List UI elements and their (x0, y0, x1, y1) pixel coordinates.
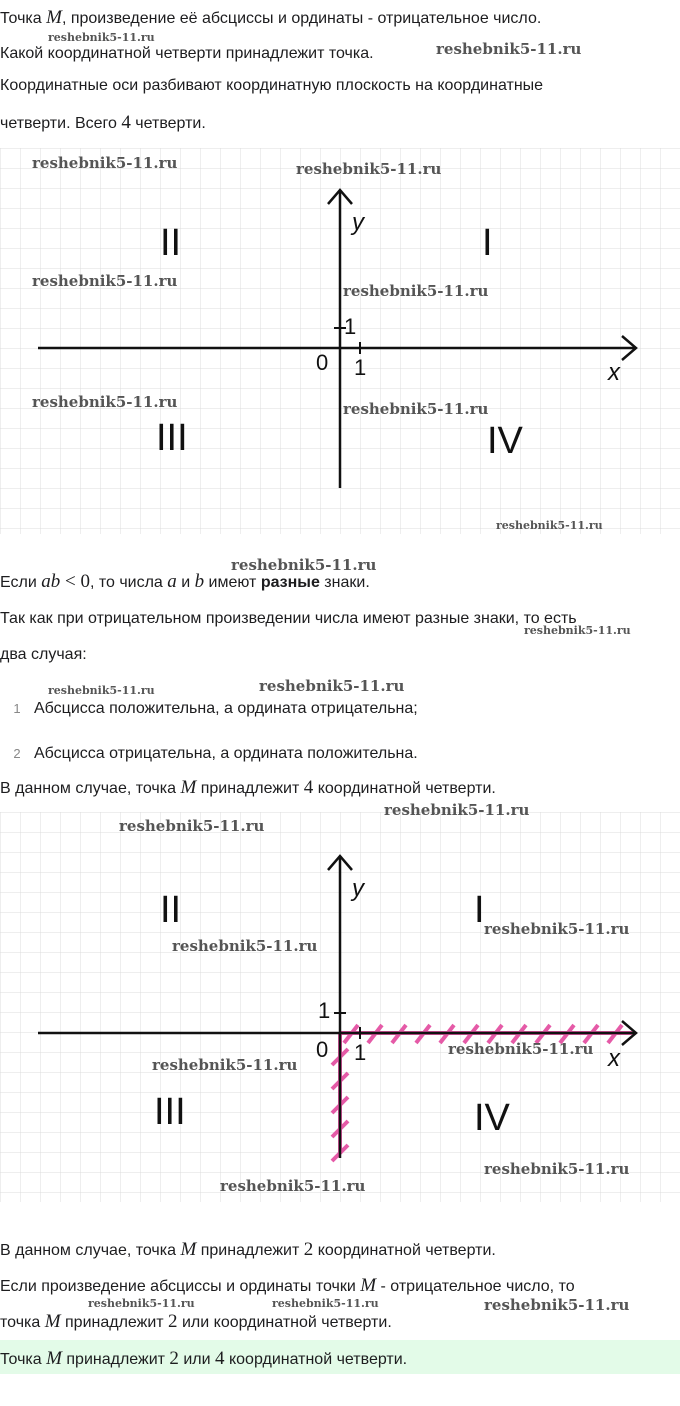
axes-text-line-2: четверти. Всего 4 четверти. (0, 112, 206, 133)
y-unit-label: 1 (318, 998, 331, 1023)
watermark: reshebnik5-11.ru (484, 920, 630, 938)
axes-text-line-1: Координатные оси разбивают координатную плоскость на координатные (0, 77, 544, 94)
watermark: reshebnik5-11.ru (484, 1160, 630, 1178)
watermark: reshebnik5-11.ru (343, 282, 489, 300)
watermark: reshebnik5-11.ru (296, 160, 442, 178)
watermark: reshebnik5-11.ru (272, 1297, 379, 1310)
list-item: 1 Абсцисса положительна, а ордината отрицательна; (0, 700, 418, 718)
watermark: reshebnik5-11.ru (32, 393, 178, 411)
quadrant-1-label: I (474, 889, 485, 931)
origin-label: 0 (316, 1037, 329, 1062)
summary-line-1: Если произведение абсциссы и ординаты точки M - отрицательное число, то (0, 1275, 575, 1296)
watermark: reshebnik5-11.ru (484, 1296, 630, 1314)
watermark: reshebnik5-11.ru (32, 272, 178, 290)
watermark: reshebnik5-11.ru (259, 677, 405, 695)
watermark: reshebnik5-11.ru (88, 1297, 195, 1310)
x-unit-label: 1 (354, 1040, 367, 1065)
origin-label: 0 (316, 350, 329, 375)
watermark: reshebnik5-11.ru (231, 556, 377, 574)
cases-text-line-2: два случая: (0, 646, 87, 663)
coordinate-plane-figure-2 (0, 812, 680, 1202)
watermark: reshebnik5-11.ru (496, 519, 603, 532)
quadrant-2-label: II (160, 222, 182, 264)
watermark: reshebnik5-11.ru (343, 400, 489, 418)
watermark: reshebnik5-11.ru (48, 31, 155, 44)
y-axis-label: y (352, 875, 364, 902)
condition-line: Если ab < 0, то числа a и b имеют разные знаки. (0, 571, 370, 592)
quadrant-1-label: I (482, 222, 493, 264)
watermark: reshebnik5-11.ru (152, 1056, 298, 1074)
watermark: reshebnik5-11.ru (448, 1040, 594, 1058)
list-item: 2 Абсцисса отрицательна, а ордината положительна. (0, 745, 418, 763)
quadrant-4-label: IV (487, 420, 523, 462)
x-axis-label: x (608, 1045, 620, 1072)
y-axis-label: y (352, 209, 364, 236)
list-number: 2 (13, 746, 21, 761)
watermark: reshebnik5-11.ru (220, 1177, 366, 1195)
x-axis-label: x (608, 359, 620, 386)
case-1-conclusion: В данном случае, точка M принадлежит 4 координатной четверти. (0, 777, 496, 798)
quadrant-2-label: II (160, 889, 182, 931)
quadrant-3-label: III (156, 417, 188, 459)
x-unit-label: 1 (354, 355, 367, 380)
watermark: reshebnik5-11.ru (48, 684, 155, 697)
case-2-conclusion: В данном случае, точка M принадлежит 2 координатной четверти. (0, 1239, 496, 1260)
watermark: reshebnik5-11.ru (436, 40, 582, 58)
intro-line-2: Какой координатной четверти принадлежит точка. (0, 45, 374, 62)
quadrant-3-label: III (154, 1091, 186, 1133)
y-unit-label: 1 (344, 314, 357, 339)
answer-text: Точка M принадлежит 2 или 4 координатной четверти. (0, 1348, 408, 1369)
list-number: 1 (13, 701, 21, 716)
watermark: reshebnik5-11.ru (524, 624, 631, 637)
summary-line-2: точка M принадлежит 2 или координатной четверти. (0, 1311, 392, 1332)
watermark: reshebnik5-11.ru (384, 801, 530, 819)
intro-line-1: Точка M, произведение её абсциссы и ординаты - отрицательное число. (0, 7, 542, 28)
watermark: reshebnik5-11.ru (119, 817, 265, 835)
coordinate-plane-figure-1 (0, 148, 680, 534)
cases-text-line-1: Так как при отрицательном произведении числа имеют разные знаки, то есть (0, 610, 577, 627)
quadrant-4-label: IV (474, 1097, 510, 1139)
watermark: reshebnik5-11.ru (172, 937, 318, 955)
answer-box (0, 1340, 680, 1374)
watermark: reshebnik5-11.ru (32, 154, 178, 172)
